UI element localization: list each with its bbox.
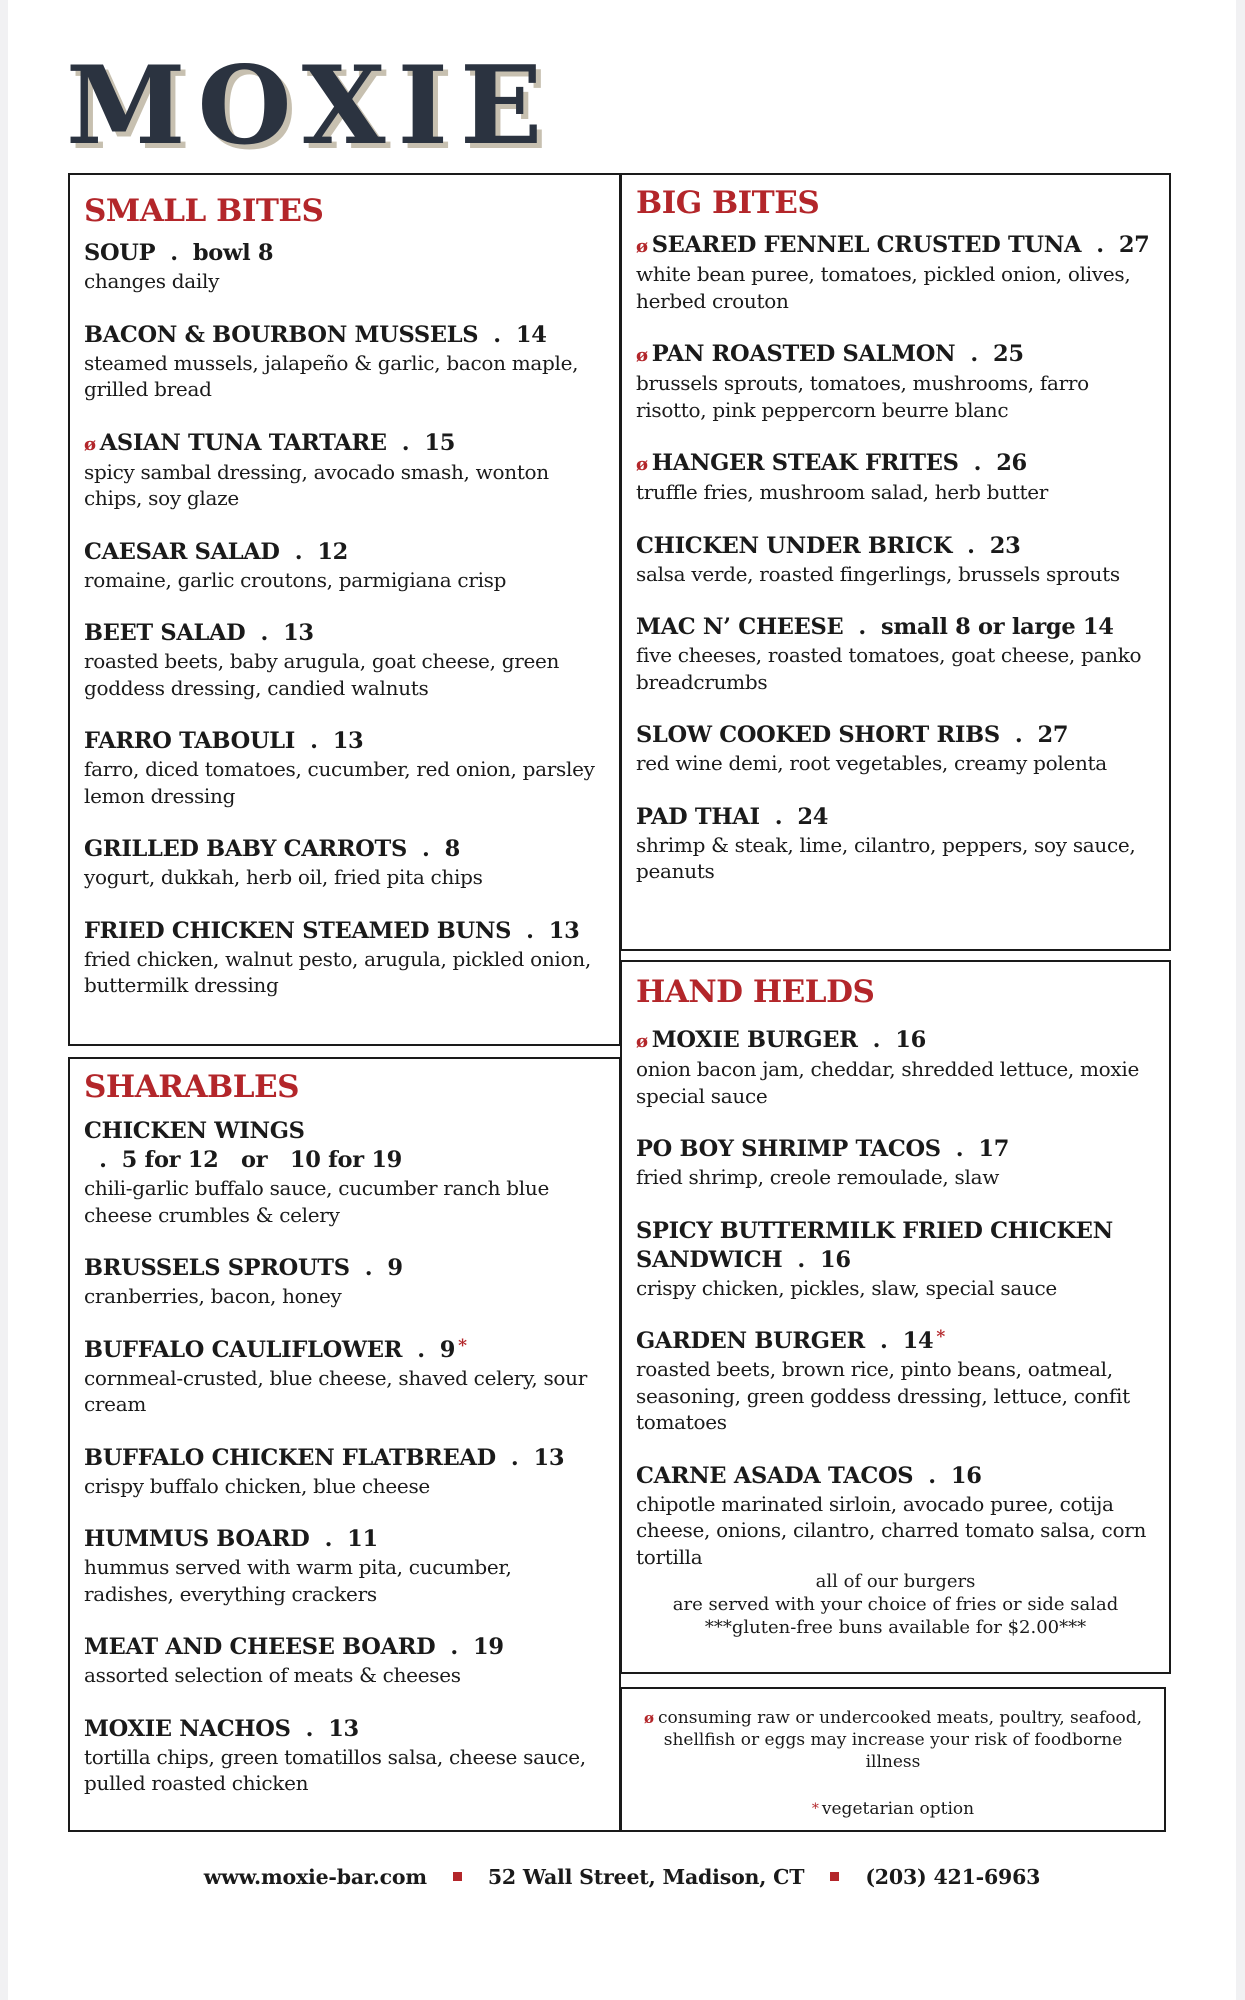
item-price: 17 bbox=[978, 1136, 1010, 1162]
item-price: 13 bbox=[332, 728, 364, 754]
veg-symbol: * bbox=[811, 1801, 819, 1817]
menu-item-name bbox=[84, 1525, 605, 1554]
menu-item-description: white bean puree, tomatoes, pickled onion, olives, herbed crouton bbox=[636, 262, 1131, 313]
menu-item-name bbox=[636, 613, 1155, 642]
price-separator: . bbox=[386, 429, 425, 456]
price-separator: . bbox=[349, 1255, 388, 1281]
menu-item-description: brussels sprouts, tomatoes, mushrooms, farro risotto, pink peppercorn beurre blanc bbox=[636, 371, 1089, 422]
menu-item bbox=[84, 1525, 605, 1607]
raw-symbol: ø bbox=[643, 1709, 654, 1727]
price-separator: . bbox=[759, 803, 798, 830]
item-title: PO BOY SHRIMP TACOS bbox=[636, 1136, 941, 1162]
price-separator: . bbox=[478, 321, 516, 348]
menu-item-name bbox=[636, 340, 1155, 370]
menu-item bbox=[636, 1462, 1155, 1571]
menu-item-description: changes daily bbox=[84, 269, 220, 293]
item-price: 13 bbox=[533, 1444, 565, 1471]
menu-item-description: red wine demi, root vegetables, creamy polenta bbox=[636, 751, 1107, 775]
item-price: 9 bbox=[387, 1255, 403, 1281]
item-title: GARDEN BURGER bbox=[636, 1328, 865, 1354]
section-title: SHARABLES bbox=[84, 1069, 300, 1105]
item-price: 23 bbox=[989, 532, 1021, 559]
price-separator: . bbox=[511, 917, 549, 944]
price-separator: . bbox=[402, 1336, 440, 1363]
small-bites-list bbox=[84, 239, 605, 999]
item-title: BUFFALO CAULIFLOWER bbox=[84, 1336, 403, 1363]
item-title: BACON & BOURBON MUSSELS bbox=[84, 321, 479, 348]
menu-item-description: fried shrimp, creole remoulade, slaw bbox=[636, 1165, 1000, 1189]
menu-item-name bbox=[84, 917, 605, 946]
item-price: 14 bbox=[902, 1328, 934, 1354]
item-price: 24 bbox=[797, 803, 829, 830]
menu-item-description: fried chicken, walnut pesto, arugula, pickled onion, buttermilk dressing bbox=[84, 946, 591, 997]
disclaimer-box bbox=[620, 1687, 1166, 1832]
menu-item bbox=[84, 1336, 605, 1418]
menu-item-description: roasted beets, brown rice, pinto beans, oatmeal, seasoning, green goddess dressing, lettuce, confit tomatoes bbox=[636, 1357, 1130, 1434]
item-price: 8 bbox=[444, 836, 460, 862]
menu-item bbox=[84, 239, 605, 295]
menu-item-description: hummus served with warm pita, cucumber, radishes, everything crackers bbox=[84, 1555, 512, 1606]
menu-item-description: crispy chicken, pickles, slaw, special sauce bbox=[636, 1275, 1057, 1300]
menu-item-description: five cheeses, roasted tomatoes, goat cheese, panko breadcrumbs bbox=[636, 643, 1142, 694]
menu-item-name bbox=[84, 321, 605, 350]
menu-item-name bbox=[636, 1217, 1155, 1275]
item-price: 14 bbox=[515, 321, 547, 348]
price-separator: . bbox=[495, 1444, 534, 1471]
menu-item bbox=[84, 917, 605, 999]
menu-item-description: romaine, garlic croutons, parmigiana crisp bbox=[84, 567, 507, 592]
menu-item-name bbox=[84, 1633, 605, 1662]
menu-item-name bbox=[636, 803, 1155, 832]
section-title: BIG BITES bbox=[636, 185, 820, 221]
menu-item bbox=[636, 340, 1155, 423]
price-separator: . bbox=[279, 538, 318, 565]
small-bites-section bbox=[68, 173, 621, 1046]
phone-number[interactable]: (203) 421-6963 bbox=[865, 1865, 1041, 1889]
menu-item bbox=[636, 532, 1155, 588]
item-price: bowl 8 bbox=[192, 240, 274, 266]
item-title: MEAT AND CHEESE BOARD bbox=[84, 1634, 436, 1660]
footer bbox=[8, 1865, 1236, 1889]
menu-item bbox=[84, 1444, 605, 1500]
item-title: PAN ROASTED SALMON bbox=[651, 341, 956, 367]
item-price: 15 bbox=[424, 429, 456, 456]
menu-item-name bbox=[636, 721, 1155, 750]
price-separator: . bbox=[1081, 232, 1119, 258]
price-separator: . bbox=[857, 1027, 896, 1053]
menu-item-description: farro, diced tomatoes, cucumber, red onion, parsley lemon dressing bbox=[84, 757, 595, 808]
price-separator: . bbox=[955, 341, 993, 367]
menu-item bbox=[84, 1633, 605, 1689]
menu-item-description: shrimp & steak, lime, cilantro, peppers, soy sauce, peanuts bbox=[636, 832, 1136, 883]
menu-item-name bbox=[84, 727, 605, 756]
price-separator: . bbox=[864, 1328, 903, 1354]
separator-square bbox=[830, 1872, 839, 1881]
menu-item bbox=[636, 1217, 1155, 1302]
price-separator: . bbox=[782, 1246, 821, 1273]
big-bites-section bbox=[620, 173, 1171, 951]
menu-item-name bbox=[84, 1336, 605, 1365]
menu-item bbox=[636, 803, 1155, 885]
item-title: CARNE ASADA TACOS bbox=[636, 1462, 914, 1489]
section-title: HAND HELDS bbox=[636, 974, 875, 1010]
item-title: CHICKEN UNDER BRICK bbox=[636, 532, 953, 559]
hand-helds-list bbox=[636, 1026, 1155, 1570]
item-title: HUMMUS BOARD bbox=[84, 1526, 310, 1552]
item-price: 27 bbox=[1037, 722, 1069, 748]
raw-food-warning bbox=[642, 1707, 1144, 1773]
website-link[interactable]: www.moxie-bar.com bbox=[203, 1865, 427, 1889]
raw-symbol: ø bbox=[636, 236, 648, 257]
menu-item-name bbox=[84, 1117, 605, 1175]
item-title: BUFFALO CHICKEN FLATBREAD bbox=[84, 1444, 496, 1471]
raw-symbol: ø bbox=[84, 433, 96, 455]
item-title: CHICKEN WINGS bbox=[84, 1118, 305, 1144]
item-title: MOXIE NACHOS bbox=[84, 1715, 291, 1742]
price-separator: . bbox=[406, 836, 445, 862]
menu-item bbox=[636, 231, 1155, 314]
item-title: HANGER STEAK FRITES bbox=[651, 450, 959, 476]
price-separator: . bbox=[245, 620, 284, 646]
item-title: SLOW COOKED SHORT RIBS bbox=[636, 722, 1000, 748]
item-price: 13 bbox=[328, 1715, 359, 1742]
menu-item-description: cranberries, bacon, honey bbox=[84, 1284, 342, 1308]
menu-item-name bbox=[636, 1327, 1155, 1356]
item-price: 16 bbox=[895, 1027, 926, 1053]
item-price: 11 bbox=[347, 1526, 378, 1552]
moxie-logo: MOXIE bbox=[66, 43, 555, 169]
item-title: CAESAR SALAD bbox=[84, 538, 280, 565]
veg-note-text: vegetarian option bbox=[821, 1799, 975, 1819]
menu-item bbox=[84, 538, 605, 594]
menu-item-description: yogurt, dukkah, herb oil, fried pita chips bbox=[84, 865, 483, 889]
menu-item bbox=[84, 429, 605, 512]
menu-item bbox=[84, 1254, 605, 1310]
menu-item-description: truffle fries, mushroom salad, herb butter bbox=[636, 480, 1049, 504]
veg-symbol: * bbox=[936, 1327, 945, 1347]
item-title: ASIAN TUNA TARTARE bbox=[99, 429, 387, 456]
price-separator: . bbox=[958, 450, 997, 476]
item-price: small 8 or large 14 bbox=[880, 614, 1114, 640]
menu-item-name bbox=[636, 1135, 1155, 1164]
item-title: SEARED FENNEL CRUSTED TUNA bbox=[651, 232, 1082, 258]
menu-item bbox=[84, 619, 605, 701]
item-title: BEET SALAD bbox=[84, 620, 246, 646]
menu-item-description: chipotle marinated sirloin, avocado puree, cotija cheese, onions, cilantro, charred tomato salsa, corn tortilla bbox=[636, 1491, 1147, 1569]
menu-item bbox=[84, 1117, 605, 1228]
price-separator: . bbox=[84, 1147, 122, 1173]
price-separator: . bbox=[913, 1462, 951, 1489]
menu-page bbox=[8, 0, 1236, 2000]
raw-warning-text: consuming raw or undercooked meats, poultry, seafood, shellfish or eggs may increase your risk of foodborne illness bbox=[657, 1708, 1143, 1772]
raw-symbol: ø bbox=[636, 1031, 648, 1052]
menu-item-description: onion bacon jam, cheddar, shredded lettuce, moxie special sauce bbox=[636, 1057, 1140, 1108]
price-separator: . bbox=[155, 240, 193, 266]
item-title: BRUSSELS SPROUTS bbox=[84, 1255, 350, 1281]
burger-note bbox=[636, 1570, 1155, 1639]
menu-item-name bbox=[636, 1462, 1155, 1491]
menu-item bbox=[636, 613, 1155, 695]
item-price: 27 bbox=[1118, 232, 1150, 258]
burger-note-line: are served with your choice of fries or side salad bbox=[672, 1594, 1119, 1615]
menu-item-name bbox=[84, 239, 605, 268]
item-price: 19 bbox=[473, 1634, 504, 1660]
price-separator: . bbox=[309, 1526, 348, 1552]
menu-item-description: chili-garlic buffalo sauce, cucumber ranch blue cheese crumbles & celery bbox=[84, 1176, 550, 1227]
item-title: FRIED CHICKEN STEAMED BUNS bbox=[84, 917, 512, 944]
sharables-section bbox=[68, 1057, 621, 1832]
menu-item-name bbox=[84, 619, 605, 648]
big-bites-list bbox=[636, 231, 1155, 885]
menu-item bbox=[636, 1135, 1155, 1191]
menu-item-description: assorted selection of meats & cheeses bbox=[84, 1663, 461, 1687]
menu-item-name bbox=[636, 1026, 1155, 1056]
menu-item-name bbox=[84, 1254, 605, 1283]
menu-item-name bbox=[84, 538, 605, 567]
price-separator: . bbox=[290, 1715, 329, 1742]
section-title: SMALL BITES bbox=[84, 193, 324, 229]
item-title: GRILLED BABY CARROTS bbox=[84, 836, 407, 862]
burger-note-line: all of our burgers bbox=[815, 1571, 976, 1592]
item-price: 13 bbox=[283, 620, 314, 646]
price-separator: . bbox=[295, 728, 333, 754]
item-title: MOXIE BURGER bbox=[651, 1027, 858, 1053]
menu-item-description: crispy buffalo chicken, blue cheese bbox=[84, 1473, 430, 1498]
menu-item-name bbox=[636, 449, 1155, 479]
price-separator: . bbox=[999, 722, 1038, 748]
item-title: FARRO TABOULI bbox=[84, 728, 296, 754]
item-price: 16 bbox=[820, 1246, 851, 1273]
vegetarian-note bbox=[642, 1798, 1144, 1821]
item-price: 26 bbox=[996, 450, 1027, 476]
menu-item-name bbox=[84, 1444, 605, 1473]
menu-item bbox=[84, 1715, 605, 1797]
item-price: 16 bbox=[950, 1462, 982, 1489]
item-price: 25 bbox=[992, 341, 1024, 367]
price-separator: . bbox=[435, 1634, 473, 1660]
separator-square bbox=[453, 1872, 462, 1881]
menu-item-description: spicy sambal dressing, avocado smash, wonton chips, soy glaze bbox=[84, 459, 549, 510]
hand-helds-section bbox=[620, 960, 1171, 1674]
menu-item-description: steamed mussels, jalapeño & garlic, bacon maple, grilled bread bbox=[84, 350, 579, 401]
menu-item bbox=[636, 449, 1155, 506]
item-price: 9 bbox=[439, 1336, 456, 1363]
menu-item-description: salsa verde, roasted fingerlings, brussels sprouts bbox=[636, 561, 1120, 586]
menu-item bbox=[636, 1026, 1155, 1109]
veg-symbol: * bbox=[458, 1335, 467, 1356]
menu-item-name bbox=[84, 835, 605, 864]
menu-item-name bbox=[636, 231, 1155, 261]
menu-item bbox=[636, 721, 1155, 777]
menu-item bbox=[636, 1327, 1155, 1436]
item-title: MAC N’ CHEESE bbox=[636, 614, 844, 640]
price-separator: . bbox=[940, 1136, 979, 1162]
item-price: 12 bbox=[317, 538, 349, 565]
price-separator: . bbox=[843, 614, 881, 640]
menu-item bbox=[84, 321, 605, 403]
menu-item-description: cornmeal-crusted, blue cheese, shaved celery, sour cream bbox=[84, 1365, 587, 1416]
menu-item-name bbox=[84, 1715, 605, 1744]
menu-item-name bbox=[84, 429, 605, 459]
raw-symbol: ø bbox=[636, 454, 648, 475]
menu-item bbox=[84, 835, 605, 891]
address: 52 Wall Street, Madison, CT bbox=[487, 1865, 805, 1889]
item-title: PAD THAI bbox=[636, 803, 760, 830]
item-price: 5 for 12 or 10 for 19 bbox=[121, 1147, 403, 1173]
menu-item-description: roasted beets, baby arugula, goat cheese, green goddess dressing, candied walnuts bbox=[84, 649, 560, 700]
sharables-list bbox=[84, 1117, 605, 1797]
raw-symbol: ø bbox=[636, 345, 648, 366]
item-price: 13 bbox=[548, 917, 580, 944]
item-title: SOUP bbox=[84, 240, 156, 266]
price-separator: . bbox=[952, 532, 990, 559]
menu-item bbox=[84, 727, 605, 809]
menu-item-description: tortilla chips, green tomatillos salsa, cheese sauce, pulled roasted chicken bbox=[84, 1744, 586, 1795]
gluten-free-note: ***gluten-free buns available for $2.00*** bbox=[704, 1617, 1087, 1638]
menu-item-name bbox=[636, 532, 1155, 561]
item-title: SPICY BUTTERMILK FRIED CHICKEN SANDWICH bbox=[636, 1217, 1113, 1273]
